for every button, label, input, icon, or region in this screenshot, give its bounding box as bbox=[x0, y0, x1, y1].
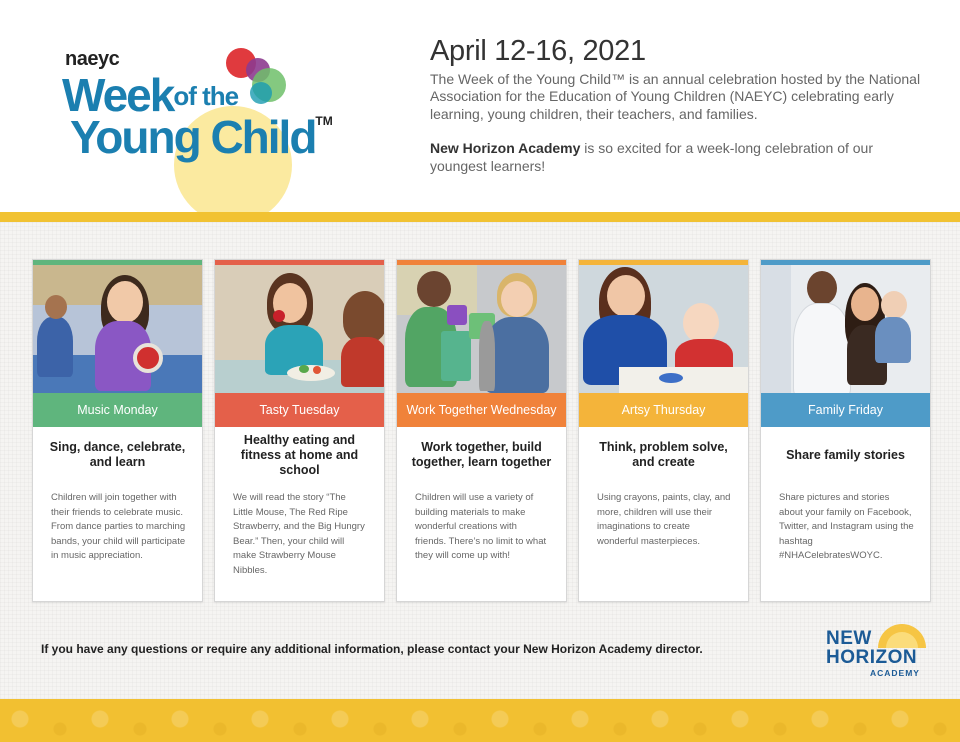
week-of-the-young-child-logo bbox=[62, 44, 362, 184]
art-class-photo bbox=[579, 260, 748, 393]
day-label: Tasty Tuesday bbox=[215, 393, 384, 427]
card-body: Using crayons, paints, clay, and more, children will use their imaginations to create wonderful masterpieces. bbox=[597, 492, 731, 547]
family-photo bbox=[761, 260, 930, 393]
logo-word-week: Week bbox=[62, 69, 174, 121]
logo-title-line2 bbox=[70, 111, 333, 163]
card-heading: Share family stories bbox=[786, 447, 905, 462]
card-body: Children will join together with their friends to celebrate music. From dance parties to marching bands, your child will participate in music appreciation. bbox=[51, 492, 186, 561]
logo-word-horizon: HORIZON bbox=[826, 647, 918, 668]
day-label: Work Together Wednesday bbox=[397, 393, 566, 427]
day-label: Artsy Thursday bbox=[579, 393, 748, 427]
card-body: We will read the story “The Little Mouse, The Red Ripe Strawberry, and the Big Hungry Bear.” Then, your child will make Strawberry Mouse Nibbles. bbox=[233, 492, 365, 576]
card-heading: Sing, dance, celebrate, and learn bbox=[49, 440, 186, 469]
card-heading: Think, problem solve, and create bbox=[599, 440, 728, 469]
card-artsy-thursday bbox=[578, 259, 749, 602]
logo-word-academy: ACADEMY bbox=[870, 668, 920, 678]
naeyc-wordmark: naeyc bbox=[65, 48, 120, 70]
building-blocks-photo bbox=[397, 260, 566, 393]
intro-paragraph: The Week of the Young Child™ is an annual celebration hosted by the National Association for the Education of Young Children (NAEYC) celebrating early learning, young children, their teachers, and families. bbox=[430, 70, 921, 122]
card-tasty-tuesday bbox=[214, 259, 385, 602]
logo-word-new: NEW bbox=[826, 628, 872, 649]
card-heading: Work together, build together, learn together bbox=[411, 440, 552, 469]
card-music-monday bbox=[32, 259, 203, 602]
academy-name: New Horizon Academy bbox=[430, 140, 581, 157]
header bbox=[0, 0, 960, 212]
trademark-symbol: TM bbox=[315, 114, 333, 128]
logo-teal-circle bbox=[250, 82, 272, 104]
card-work-together-wednesday bbox=[396, 259, 567, 602]
card-family-friday bbox=[760, 259, 931, 602]
card-body: Share pictures and stories about your family on Facebook, Twitter, and Instagram using the hashtag #NHACelebratesWOYC. bbox=[779, 492, 914, 561]
snack-time-photo bbox=[215, 260, 384, 393]
bottom-pattern-band bbox=[0, 699, 960, 742]
intro-section bbox=[430, 36, 930, 175]
activities-section bbox=[0, 222, 960, 699]
contact-note: If you have any questions or require any additional information, please contact your New Horizon Academy director. bbox=[41, 642, 703, 656]
logo-word-of-the: of the bbox=[173, 81, 239, 111]
event-date: April 12-16, 2021 bbox=[430, 35, 646, 67]
academy-paragraph-rest: is so excited for a week-long celebration of our youngest learners! bbox=[430, 140, 874, 174]
day-label: Music Monday bbox=[33, 393, 202, 427]
card-heading: Healthy eating and fitness at home and school bbox=[240, 432, 359, 477]
new-horizon-academy-logo bbox=[826, 620, 936, 684]
top-gold-divider bbox=[0, 212, 960, 222]
academy-paragraph bbox=[430, 140, 930, 175]
day-label: Family Friday bbox=[761, 393, 930, 427]
music-class-photo bbox=[33, 260, 202, 393]
logo-word-young-child: Young Child bbox=[70, 111, 316, 163]
card-body: Children will use a variety of building materials to make wonderful creations with friends. There’s no limit to what they will come up with! bbox=[415, 492, 547, 561]
